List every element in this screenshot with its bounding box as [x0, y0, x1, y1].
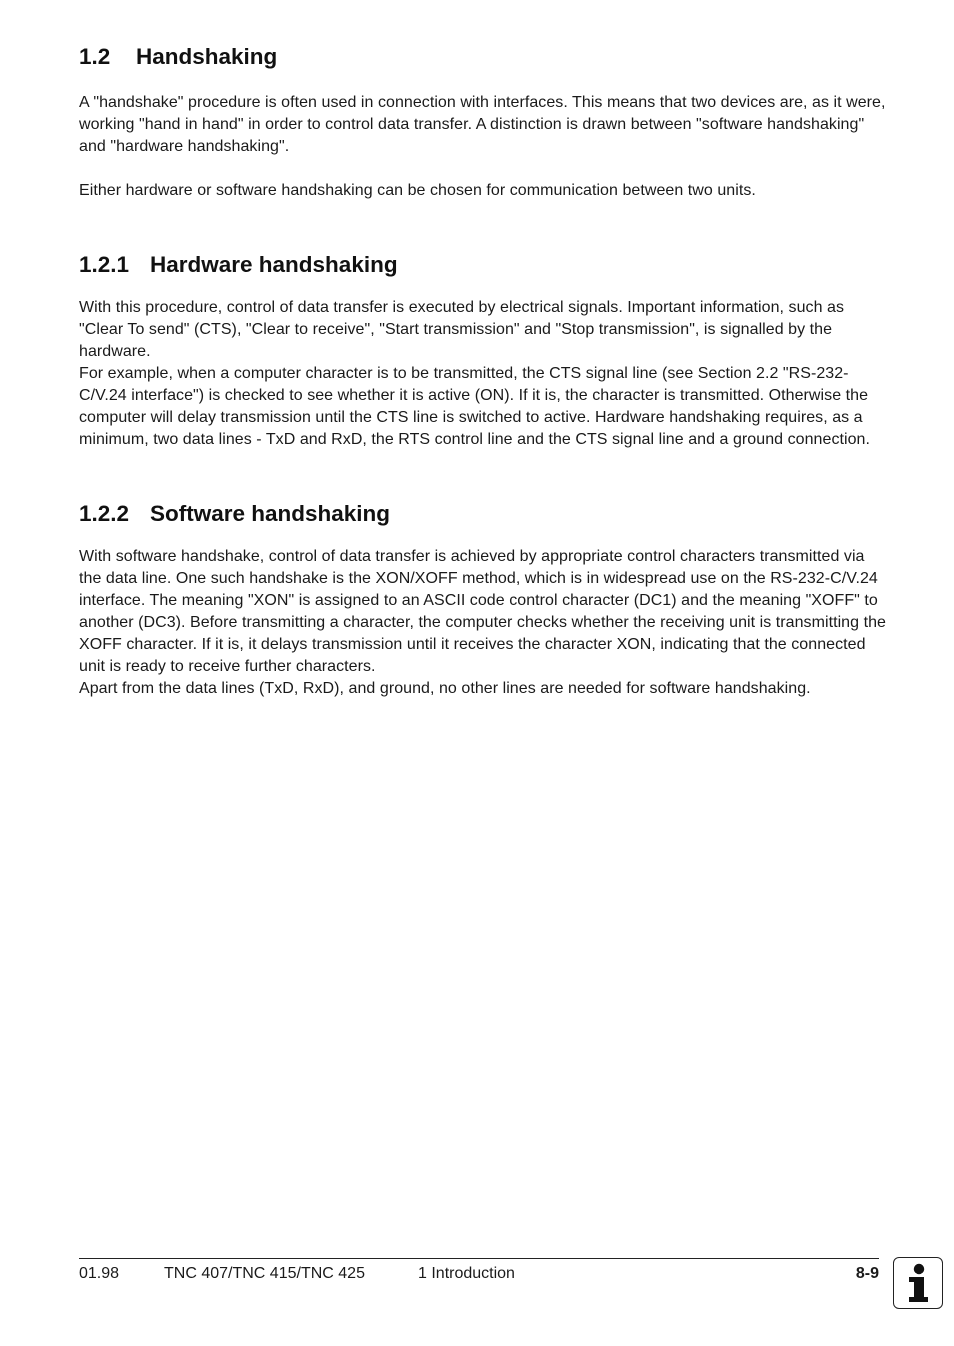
paragraph: Apart from the data lines (TxD, RxD), and ground, no other lines are needed for software handshaking.	[79, 680, 811, 697]
page-number: 8-9	[855, 1265, 879, 1282]
section-number: 1.2.2	[79, 501, 130, 526]
section-number: 1.2	[79, 44, 111, 69]
footer-model: TNC 407/TNC 415/TNC 425	[164, 1265, 365, 1282]
paragraph: For example, when a computer character is to be transmitted, the CTS signal line (see Section 2.2 "RS-232-C/V.24 interface") is checked to see whether it is active (ON). If it is, the character is transmitted. Otherwise the computer will delay transmission until the CTS line is switched to active. Hardware handshaking requires, as a minimum, two data lines - TxD and RxD, the RTS control line and the CTS signal line and a ground connection.	[79, 365, 870, 448]
footer-chapter: 1 Introduction	[418, 1265, 515, 1282]
paragraph: With software handshake, control of data transfer is achieved by appropriate control characters transmitted via the data line. One such handshake is the XON/XOFF method, which is in widespread use on the RS-232-C/V.24 interface. The meaning "XON" is assigned to an ASCII code control character (DC1) and the meaning "XOFF" to another (DC3). Before transmitting a character, the computer checks whether the receiving unit is transmitting the XOFF character. If it is, it delays transmission until it receives the character XON, indicating that the connected unit is ready to receive further characters.	[79, 548, 886, 675]
paragraph: Either hardware or software handshaking can be chosen for communication between two units.	[79, 182, 756, 199]
section-title: Handshaking	[136, 44, 278, 69]
footer-date: 01.98	[79, 1265, 120, 1282]
section-heading-software-handshaking	[79, 497, 889, 531]
section-title: Software handshaking	[150, 501, 391, 526]
section-number: 1.2.1	[79, 252, 130, 277]
section-title: Hardware handshaking	[150, 252, 398, 277]
info-icon-glyph	[894, 1258, 941, 1307]
paragraph: With this procedure, control of data transfer is executed by electrical signals. Important information, such as "Clear To send" (CTS), "Clear to receive", "Start transmission" and "Stop transmission", is signalled by the hardware.	[79, 299, 845, 360]
paragraph: A "handshake" procedure is often used in connection with interfaces. This means that two devices are, as it were, working "hand in hand" in order to control data transfer. A distinction is drawn between "software handshaking" and "hardware handshaking".	[79, 94, 886, 155]
page-footer	[79, 1258, 879, 1289]
document-page	[79, 40, 889, 700]
section-heading-handshaking	[79, 40, 889, 74]
section-heading-hardware-handshaking	[79, 248, 889, 282]
info-icon	[893, 1257, 943, 1309]
